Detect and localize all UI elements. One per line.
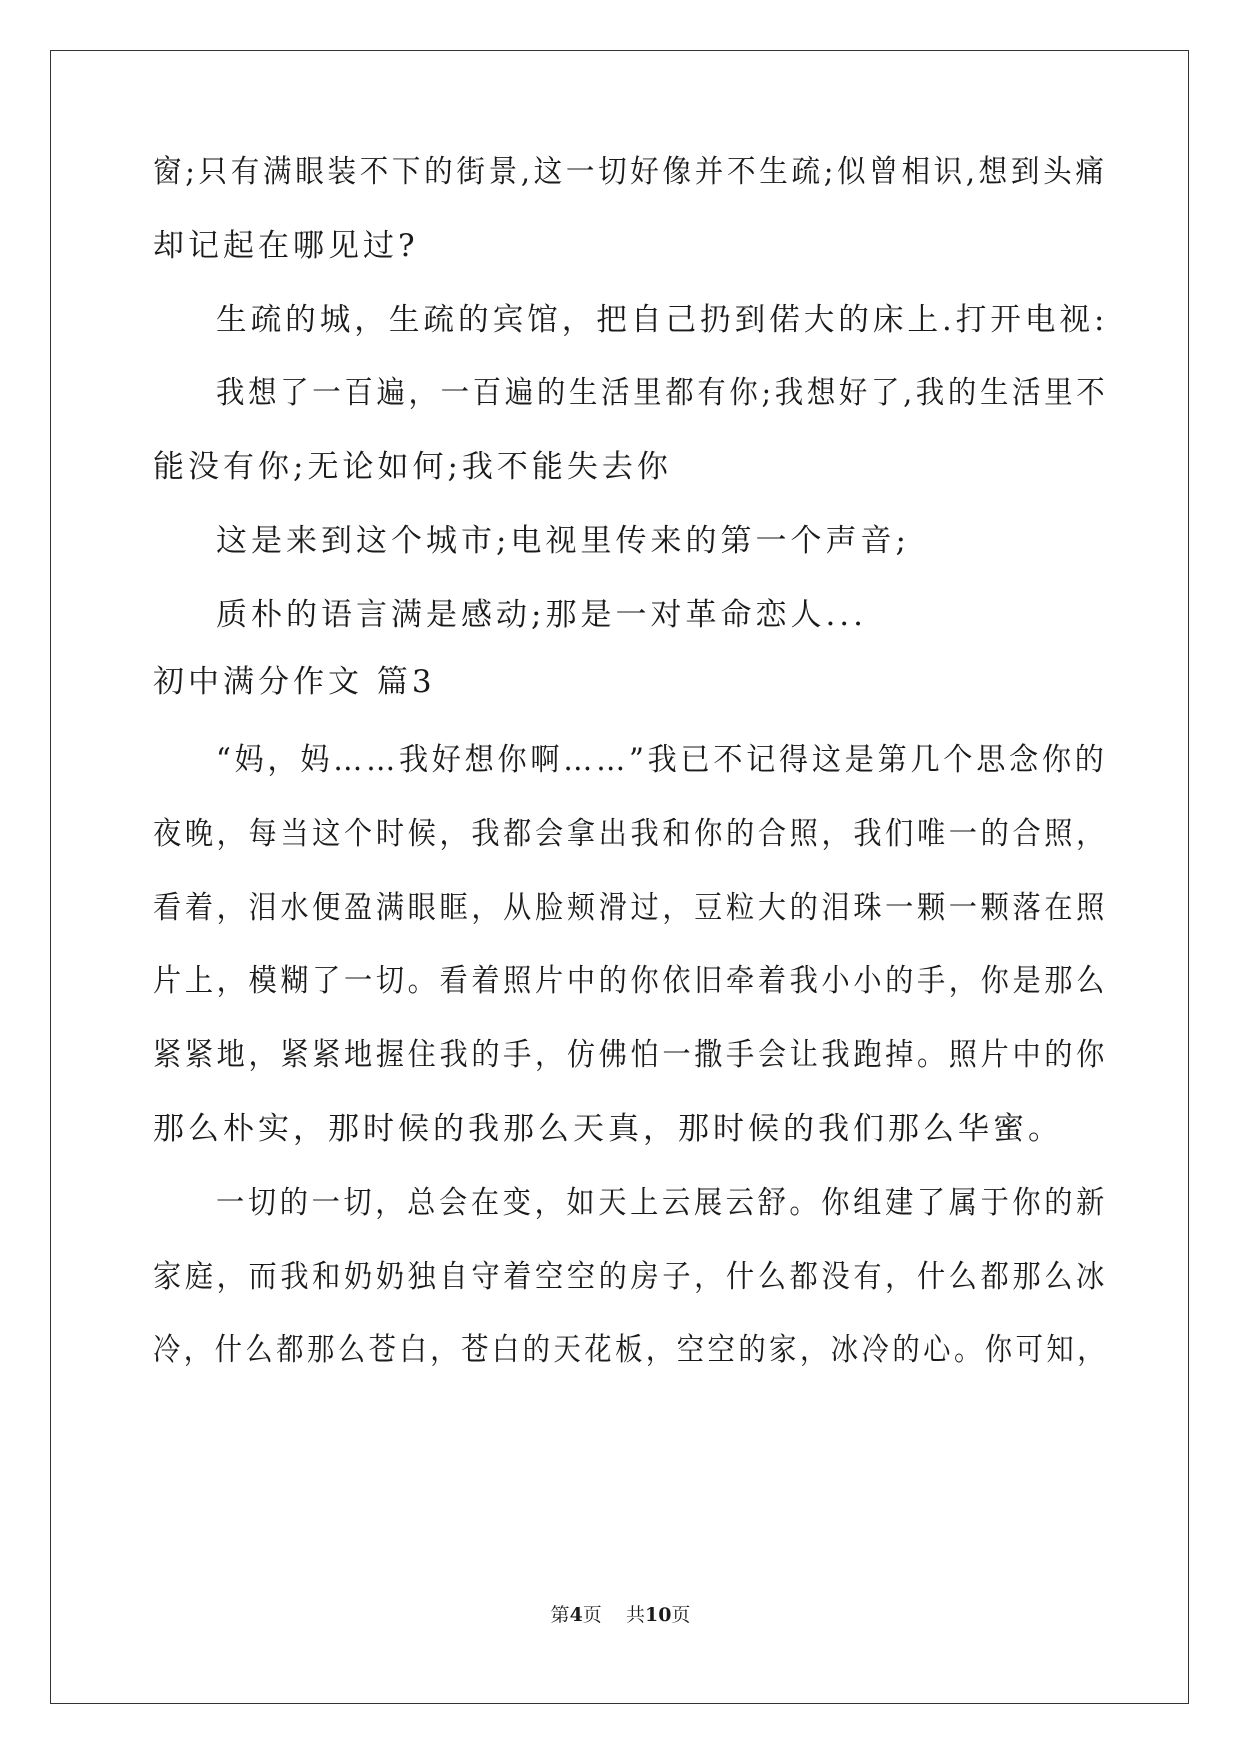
text-line: 却记起在哪见过? [153,228,419,264]
text-line: 看着，泪水便盈满眼眶，从脸颊滑过，豆粒大的泪珠一颗一颗落在照 [153,890,1108,926]
text-line: 那么朴实，那时候的我那么天真，那时候的我们那么华蜜。 [153,1111,1063,1147]
text-line: 紧紧地，紧紧地握住我的手，仿佛怕一撒手会让我跑掉。照片中的你 [153,1037,1108,1073]
footer-page-number: 4 [569,1604,583,1626]
text-line: “妈，妈……我好想你啊……”我已不记得这是第几个思念你的 [216,742,1108,778]
text-line: 这是来到这个城市;电视里传来的第一个声音; [216,523,910,559]
page-footer [0,1603,1241,1627]
page-frame [50,50,1189,1704]
text-line: 能没有你;无论如何;我不能失去你 [153,449,672,485]
text-line: 片上，模糊了一切。看着照片中的你依旧牵着我小小的手，你是那么 [153,963,1108,999]
footer-total-pages: 10 [644,1604,672,1626]
text-line: 生疏的城，生疏的宾馆，把自己扔到偌大的床上.打开电视: [216,302,1109,338]
section-heading: 初中满分作文 篇3 [153,664,436,700]
text-line: 夜晚，每当这个时候，我都会拿出我和你的合照，我们唯一的合照， [153,816,1108,852]
text-line: 家庭，而我和奶奶独自守着空空的房子，什么都没有，什么都那么冰 [153,1259,1108,1295]
text-line: 窗;只有满眼装不下的街景,这一切好像并不生疏;似曾相识,想到头痛 [153,154,1108,190]
footer-middle: 页 共 [582,1604,645,1626]
text-line: 冷，什么都那么苍白，苍白的天花板，空空的家，冰冷的心。你可知， [153,1332,1109,1368]
footer-suffix: 页 [671,1604,691,1626]
footer-prefix: 第 [550,1604,570,1626]
text-line: 一切的一切，总会在变，如天上云展云舒。你组建了属于你的新 [216,1185,1108,1221]
text-line: 我想了一百遍，一百遍的生活里都有你;我想好了,我的生活里不 [216,375,1109,411]
text-line: 质朴的语言满是感动;那是一对革命恋人... [216,597,868,633]
